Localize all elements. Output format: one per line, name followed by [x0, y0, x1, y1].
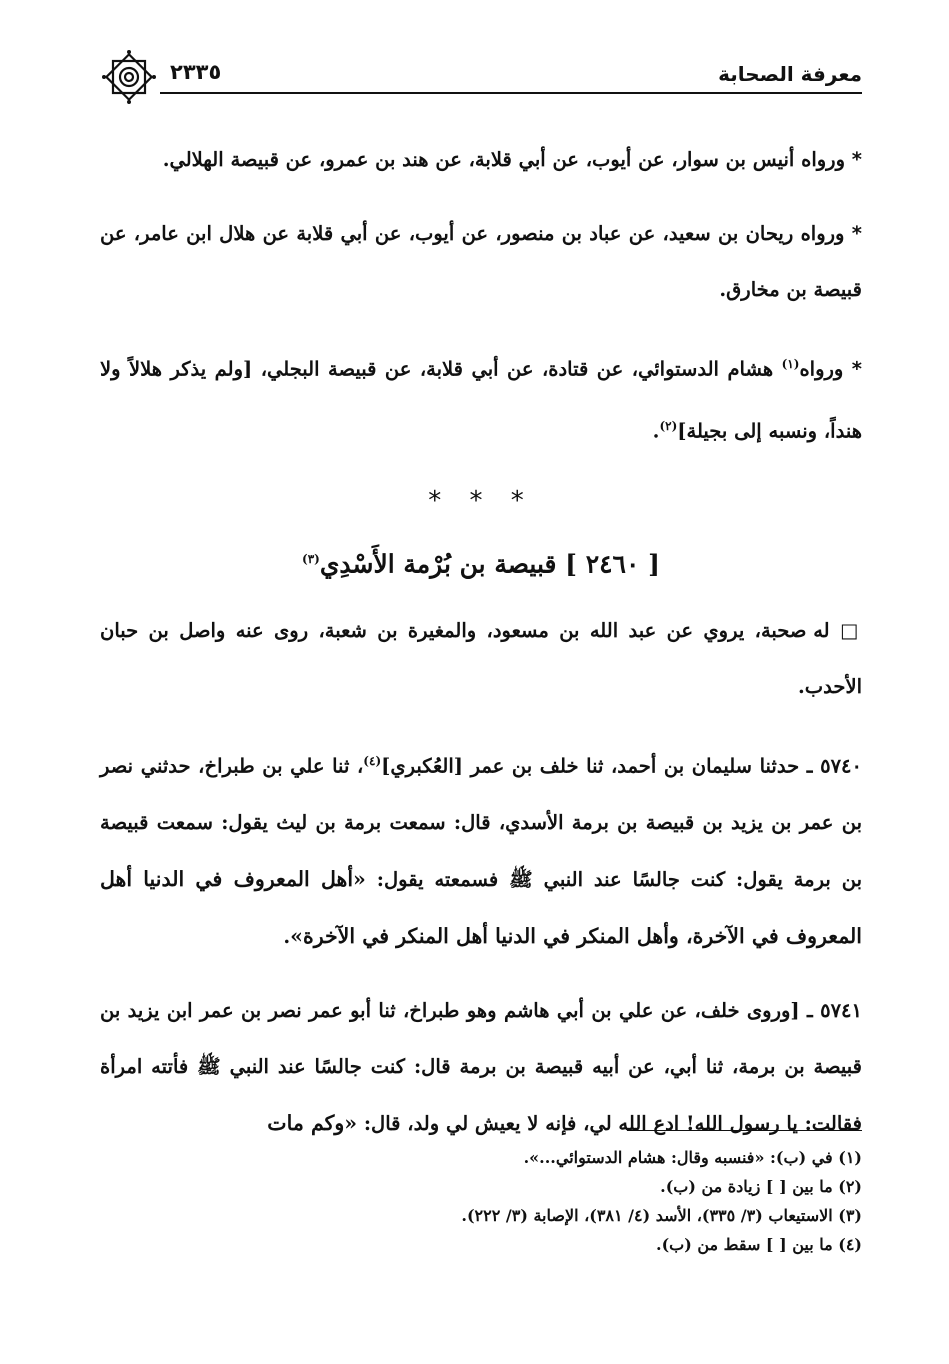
hadith-text: ، ثنا علي بن طبراخ، حدثني نصر بن عمر بن يزيد بن قبيصة بن برمة الأسدي، قال: سمعت برمة بن ليث يقول: سمعت قبيصة بن برمة يقول: كنت جالسًا عند النبي ﷺ فسمعته يقول:: [100, 754, 862, 891]
hadith-quote: «أهل المعروف في الدنيا أهل المعروف في الآخرة، وأهل المنكر في الدنيا أهل المنكر في الآخرة»: [100, 866, 862, 948]
paragraph-1: [100, 132, 862, 188]
footnote-ref-4: (٤): [363, 754, 382, 768]
paragraph-text: ورواه أنيس بن سوار، عن أيوب، عن أبي قلابة، عن هند بن عمرو، عن قبيصة الهلالي.: [162, 148, 845, 171]
eight-point-star-ornament-icon: [100, 48, 158, 106]
paragraph-text: ورواه ريحان بن سعيد، عن عباد بن منصور، عن أيوب، عن أبي قلابة عن هلال ابن عامر، عن قبيصة بن مخارق.: [100, 222, 862, 301]
hadith-quote: «وكم مات: [267, 1110, 358, 1135]
header-title: معرفة الصحابة: [718, 62, 862, 86]
asterisk-mark: *: [851, 148, 862, 171]
hadith-5741: [100, 983, 862, 1152]
footnote-ref-2: (٢): [659, 418, 678, 433]
footnotes: [100, 1130, 862, 1259]
paragraph-text: هشام الدستوائي، عن قتادة، عن أبي قلابة، عن قبيصة البجلي، [ولم يذكر هلالاً ولا هنداً، ونسبه إلى بجيلة]: [100, 357, 862, 442]
header-rule: [160, 92, 862, 94]
footnote-3: (٣) الاستيعاب (٣/ ٣٣٥)، الأسد (٤/ ٣٨١)، الإصابة (٣/ ٢٢٢).: [461, 1206, 862, 1225]
page-header: [100, 48, 862, 96]
main-text: [100, 132, 862, 1170]
hadith-text: ٥٧٤٠ ـ حدثنا سليمان بن أحمد، ثنا خلف بن عمر [العُكبري]: [381, 754, 863, 778]
footnote-1: (١) في (ب): «فنسبه وقال: هشام الدستوائي...».: [523, 1148, 862, 1167]
entry-title: [100, 531, 862, 587]
hadith-text: ٥٧٤١ ـ [وروى خلف، عن علي بن أبي هاشم وهو طبراخ، ثنا أبو عمر نصر بن عمر ابن يزيد بن قبيصة بن برمة، ثنا أبي، عن أبيه قبيصة بن برمة قال: كنت جالسًا عند النبي ﷺ فأتته امرأة فقالت: يا رسول الله! ادع الله لي، فإنه لا يعيش لي ولد، قال:: [100, 998, 862, 1135]
asterisk-mark: *: [851, 357, 862, 381]
section-separator: * * *: [428, 486, 534, 516]
entry-title-text: [ ٢٤٦٠ ] قبيصة بن بُرْمة الأَسْدِي: [319, 549, 660, 579]
paragraph-2: [100, 206, 862, 318]
entry-intro: [100, 603, 862, 715]
paragraph-text: ورواه: [799, 357, 844, 381]
footnote-4: (٤) ما بين [ ] سقط من (ب).: [656, 1235, 862, 1254]
hadith-end: .: [283, 924, 291, 948]
footnote-rule: [627, 1130, 862, 1131]
footnote-2: (٢) ما بين [ ] زيادة من (ب).: [660, 1177, 862, 1196]
page-number: ٢٣٣٥: [170, 60, 222, 84]
paragraph-3: [100, 336, 862, 459]
box-mark: □: [840, 619, 862, 642]
hadith-5740: [100, 733, 862, 965]
intro-text: له صحبة، يروي عن عبد الله بن مسعود، والمغيرة بن شعبة، روى عنه واصل بن حبان الأحدب.: [100, 619, 862, 698]
footnote-ref-1: (١): [781, 357, 800, 371]
paragraph-end: .: [652, 419, 660, 442]
asterisk-mark: *: [851, 222, 862, 245]
footnote-ref-3: (٣): [302, 552, 320, 566]
